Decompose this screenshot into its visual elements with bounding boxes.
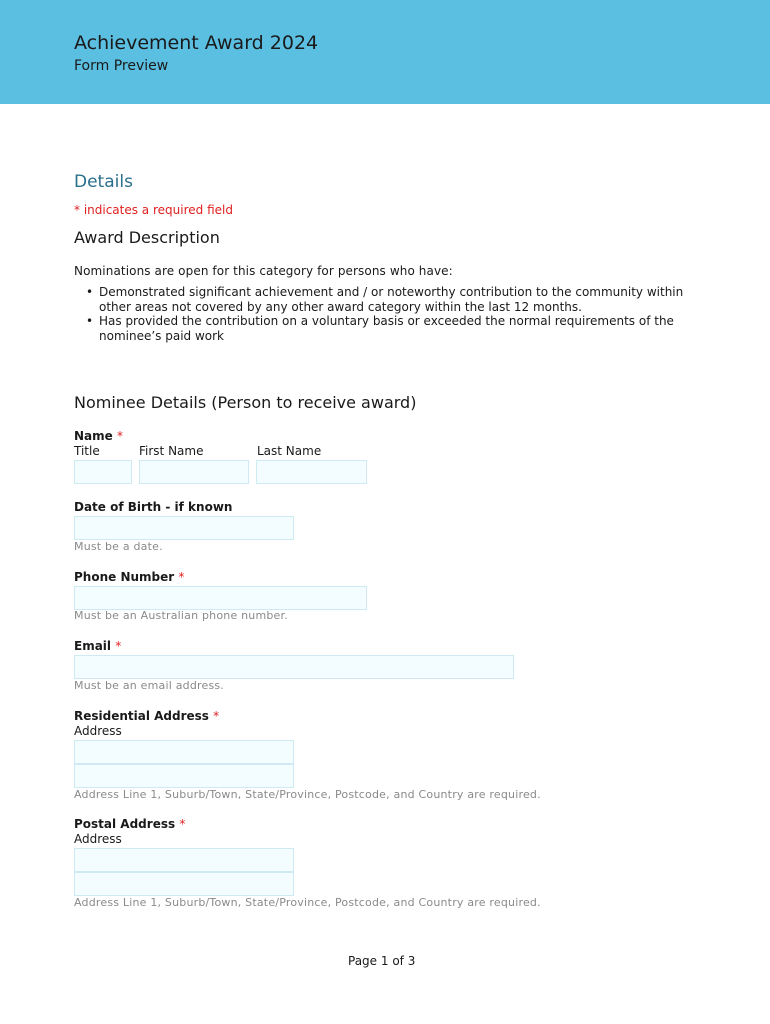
bullet-icon: • bbox=[86, 314, 94, 329]
first-name-input[interactable] bbox=[139, 460, 249, 484]
postal-address-line1-input[interactable] bbox=[74, 848, 294, 872]
last-name-input[interactable] bbox=[256, 460, 367, 484]
first-name-sublabel: First Name bbox=[139, 444, 204, 458]
criteria-text: Demonstrated significant achievement and / or noteworthy contribution to the community within other areas not covered by any other award category within the last 12 months. bbox=[99, 285, 684, 314]
email-input[interactable] bbox=[74, 655, 514, 679]
title-input[interactable] bbox=[74, 460, 132, 484]
form-title: Achievement Award 2024 bbox=[74, 32, 319, 54]
email-hint: Must be an email address. bbox=[74, 679, 225, 692]
bullet-icon: • bbox=[86, 285, 94, 299]
dob-input[interactable] bbox=[74, 516, 294, 540]
dob-hint: Must be a date. bbox=[74, 540, 163, 553]
email-label bbox=[74, 639, 121, 653]
form-subtitle: Form Preview bbox=[74, 58, 169, 74]
postal-address-sublabel: Address bbox=[74, 832, 122, 846]
phone-input[interactable] bbox=[74, 586, 367, 610]
list-item bbox=[86, 285, 686, 314]
award-intro-text: Nominations are open for this category for persons who have: bbox=[74, 264, 453, 278]
residential-address-hint: Address Line 1, Suburb/Town, State/Province, Postcode, and Country are required. bbox=[74, 788, 541, 801]
email-label-text: Email bbox=[74, 639, 112, 653]
required-asterisk: * bbox=[115, 639, 122, 653]
residential-address-sublabel: Address bbox=[74, 724, 122, 738]
phone-label bbox=[74, 570, 184, 584]
criteria-text: Has provided the contribution on a voluntary basis or exceeded the normal requirements of the nominee’s paid work bbox=[99, 314, 674, 343]
name-label-text: Name bbox=[74, 429, 113, 443]
required-asterisk: * bbox=[178, 570, 185, 584]
last-name-sublabel: Last Name bbox=[257, 444, 322, 458]
phone-hint: Must be an Australian phone number. bbox=[74, 609, 288, 622]
name-label bbox=[74, 429, 123, 443]
required-asterisk: * bbox=[116, 429, 123, 443]
residential-address-line1-input[interactable] bbox=[74, 740, 294, 764]
nominee-details-heading: Nominee Details (Person to receive award) bbox=[74, 393, 417, 412]
postal-address-label-text: Postal Address bbox=[74, 817, 176, 831]
residential-address-label bbox=[74, 709, 219, 723]
phone-label-text: Phone Number bbox=[74, 570, 175, 584]
award-description-heading: Award Description bbox=[74, 228, 220, 247]
residential-address-label-text: Residential Address bbox=[74, 709, 209, 723]
required-field-note: * indicates a required field bbox=[74, 203, 233, 217]
postal-address-label bbox=[74, 817, 185, 831]
required-asterisk: * bbox=[179, 817, 186, 831]
details-heading: Details bbox=[74, 172, 133, 192]
required-asterisk: * bbox=[213, 709, 220, 723]
title-sublabel: Title bbox=[74, 444, 100, 458]
award-criteria-list bbox=[86, 285, 686, 343]
postal-address-hint: Address Line 1, Suburb/Town, State/Province, Postcode, and Country are required. bbox=[74, 896, 541, 909]
postal-address-line2-input[interactable] bbox=[74, 872, 294, 896]
page-indicator: Page 1 of 3 bbox=[348, 954, 416, 968]
header-banner bbox=[0, 0, 770, 104]
residential-address-line2-input[interactable] bbox=[74, 764, 294, 788]
dob-label: Date of Birth - if known bbox=[74, 500, 233, 514]
list-item bbox=[86, 314, 686, 343]
